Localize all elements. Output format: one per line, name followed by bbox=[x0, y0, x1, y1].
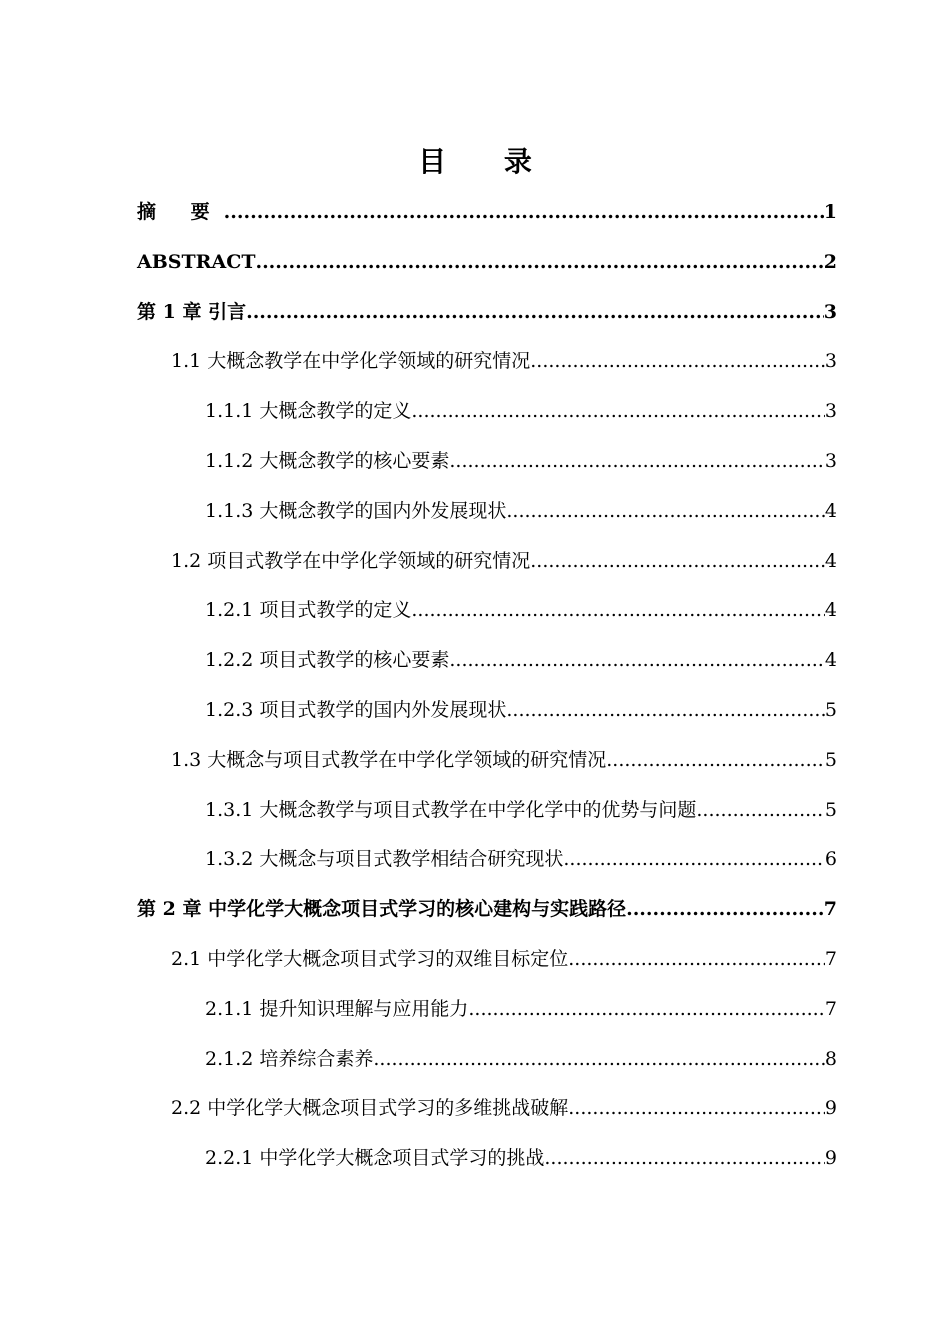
toc-entry-title: 1.2 项目式教学在中学化学领域的研究情况 bbox=[171, 549, 531, 572]
toc-entry[interactable] bbox=[205, 1143, 837, 1173]
toc-entry-title: 2.1.1 提升知识理解与应用能力 bbox=[205, 997, 469, 1020]
toc-page-number: 3 bbox=[824, 350, 837, 373]
toc-entry[interactable] bbox=[205, 645, 837, 675]
toc-dot-leader bbox=[224, 197, 824, 227]
toc-entry[interactable] bbox=[205, 795, 837, 825]
toc-dot-leader bbox=[568, 944, 825, 974]
toc-dot-leader bbox=[696, 795, 825, 825]
toc-page-number: 5 bbox=[824, 699, 837, 721]
toc-page-number: 8 bbox=[824, 1047, 837, 1070]
page-title: 目 录 bbox=[418, 145, 556, 178]
toc-entry[interactable] bbox=[171, 346, 837, 376]
toc-entry[interactable] bbox=[137, 197, 837, 227]
toc-page-number: 7 bbox=[824, 948, 837, 970]
toc-entry-title: 第 1 章 引言 bbox=[137, 300, 247, 323]
toc-page-number: 4 bbox=[824, 649, 837, 672]
toc-entry[interactable] bbox=[137, 297, 837, 327]
toc-entry[interactable] bbox=[205, 1044, 837, 1074]
toc-entry-title: 1.3.2 大概念与项目式教学相结合研究现状 bbox=[205, 848, 564, 871]
toc-entry-title: 2.2.1 中学化学大概念项目式学习的挑战 bbox=[205, 1147, 545, 1170]
toc-page-number: 5 bbox=[824, 748, 837, 771]
toc-entry-title: 1.1.1 大概念教学的定义 bbox=[205, 400, 412, 423]
toc-page-number: 2 bbox=[823, 250, 837, 273]
toc-dot-leader bbox=[373, 1044, 825, 1074]
toc-entry-title: 1.2.3 项目式教学的国内外发展现状 bbox=[205, 699, 507, 721]
toc-dot-leader bbox=[563, 844, 825, 874]
toc-dot-leader bbox=[606, 745, 825, 775]
toc-entry[interactable] bbox=[171, 745, 837, 775]
toc-page-number: 4 bbox=[824, 549, 837, 572]
toc-page-number: 9 bbox=[824, 1097, 837, 1120]
toc-dot-leader bbox=[411, 396, 825, 426]
toc-dot-leader bbox=[255, 247, 823, 277]
toc-entry[interactable] bbox=[171, 546, 837, 576]
toc-entry-title: 第 2 章 中学化学大概念项目式学习的核心建构与实践路径 bbox=[137, 898, 627, 921]
toc-page-number: 7 bbox=[823, 898, 837, 921]
toc-entry-title: 1.2.1 项目式教学的定义 bbox=[205, 599, 412, 622]
toc-page-number: 4 bbox=[824, 599, 837, 622]
toc-entry[interactable] bbox=[205, 844, 837, 874]
toc-page-number: 4 bbox=[824, 499, 837, 522]
toc-dot-leader bbox=[246, 297, 824, 327]
toc-page-number: 3 bbox=[824, 400, 837, 423]
toc-entry[interactable] bbox=[137, 247, 837, 277]
toc-page-number: 3 bbox=[823, 300, 837, 323]
toc-entry[interactable] bbox=[171, 944, 837, 974]
toc-dot-leader bbox=[449, 645, 825, 675]
toc-entry-title: 1.3 大概念与项目式教学在中学化学领域的研究情况 bbox=[171, 748, 607, 771]
toc-entry-title: 2.1.2 培养综合素养 bbox=[205, 1047, 374, 1070]
toc-dot-leader bbox=[411, 595, 825, 625]
toc-entry-title: 2.1 中学化学大概念项目式学习的双维目标定位 bbox=[171, 948, 569, 970]
toc-entry[interactable] bbox=[205, 595, 837, 625]
toc-dot-leader bbox=[506, 695, 825, 725]
toc-dot-leader bbox=[568, 1093, 825, 1123]
toc-entry-title: ABSTRACT bbox=[137, 250, 256, 273]
toc-dot-leader bbox=[530, 346, 825, 376]
toc-dot-leader bbox=[506, 496, 825, 526]
toc-entry[interactable] bbox=[205, 446, 837, 476]
toc-entry-title: 1.3.1 大概念教学与项目式教学在中学化学中的优势与问题 bbox=[205, 798, 697, 821]
toc-page-number: 9 bbox=[824, 1147, 837, 1170]
toc-dot-leader bbox=[544, 1143, 825, 1173]
toc-page-number: 7 bbox=[824, 997, 837, 1020]
toc-dot-leader bbox=[449, 446, 825, 476]
toc-page-number: 5 bbox=[824, 798, 837, 821]
toc-entry-title: 1.1.2 大概念教学的核心要素 bbox=[205, 450, 450, 472]
toc-entry-title: 1.1.3 大概念教学的国内外发展现状 bbox=[205, 499, 507, 522]
toc-dot-leader bbox=[626, 894, 824, 924]
toc-dot-leader bbox=[530, 546, 825, 576]
toc-entry[interactable] bbox=[205, 396, 837, 426]
toc-page-number: 3 bbox=[824, 450, 837, 472]
toc-entry-title: 1.1 大概念教学在中学化学领域的研究情况 bbox=[171, 350, 531, 373]
toc-dot-leader bbox=[468, 994, 825, 1024]
toc-page-number: 1 bbox=[823, 201, 837, 223]
toc-entry-title: 摘 要 bbox=[137, 201, 224, 223]
toc-page-number: 6 bbox=[824, 848, 837, 871]
toc-entry[interactable] bbox=[137, 894, 837, 924]
toc-entry-title: 1.2.2 项目式教学的核心要素 bbox=[205, 649, 450, 672]
toc-entry[interactable] bbox=[205, 496, 837, 526]
toc-entry[interactable] bbox=[205, 695, 837, 725]
toc-entry-title: 2.2 中学化学大概念项目式学习的多维挑战破解 bbox=[171, 1097, 569, 1120]
toc-entry[interactable] bbox=[171, 1093, 837, 1123]
toc-entry[interactable] bbox=[205, 994, 837, 1024]
